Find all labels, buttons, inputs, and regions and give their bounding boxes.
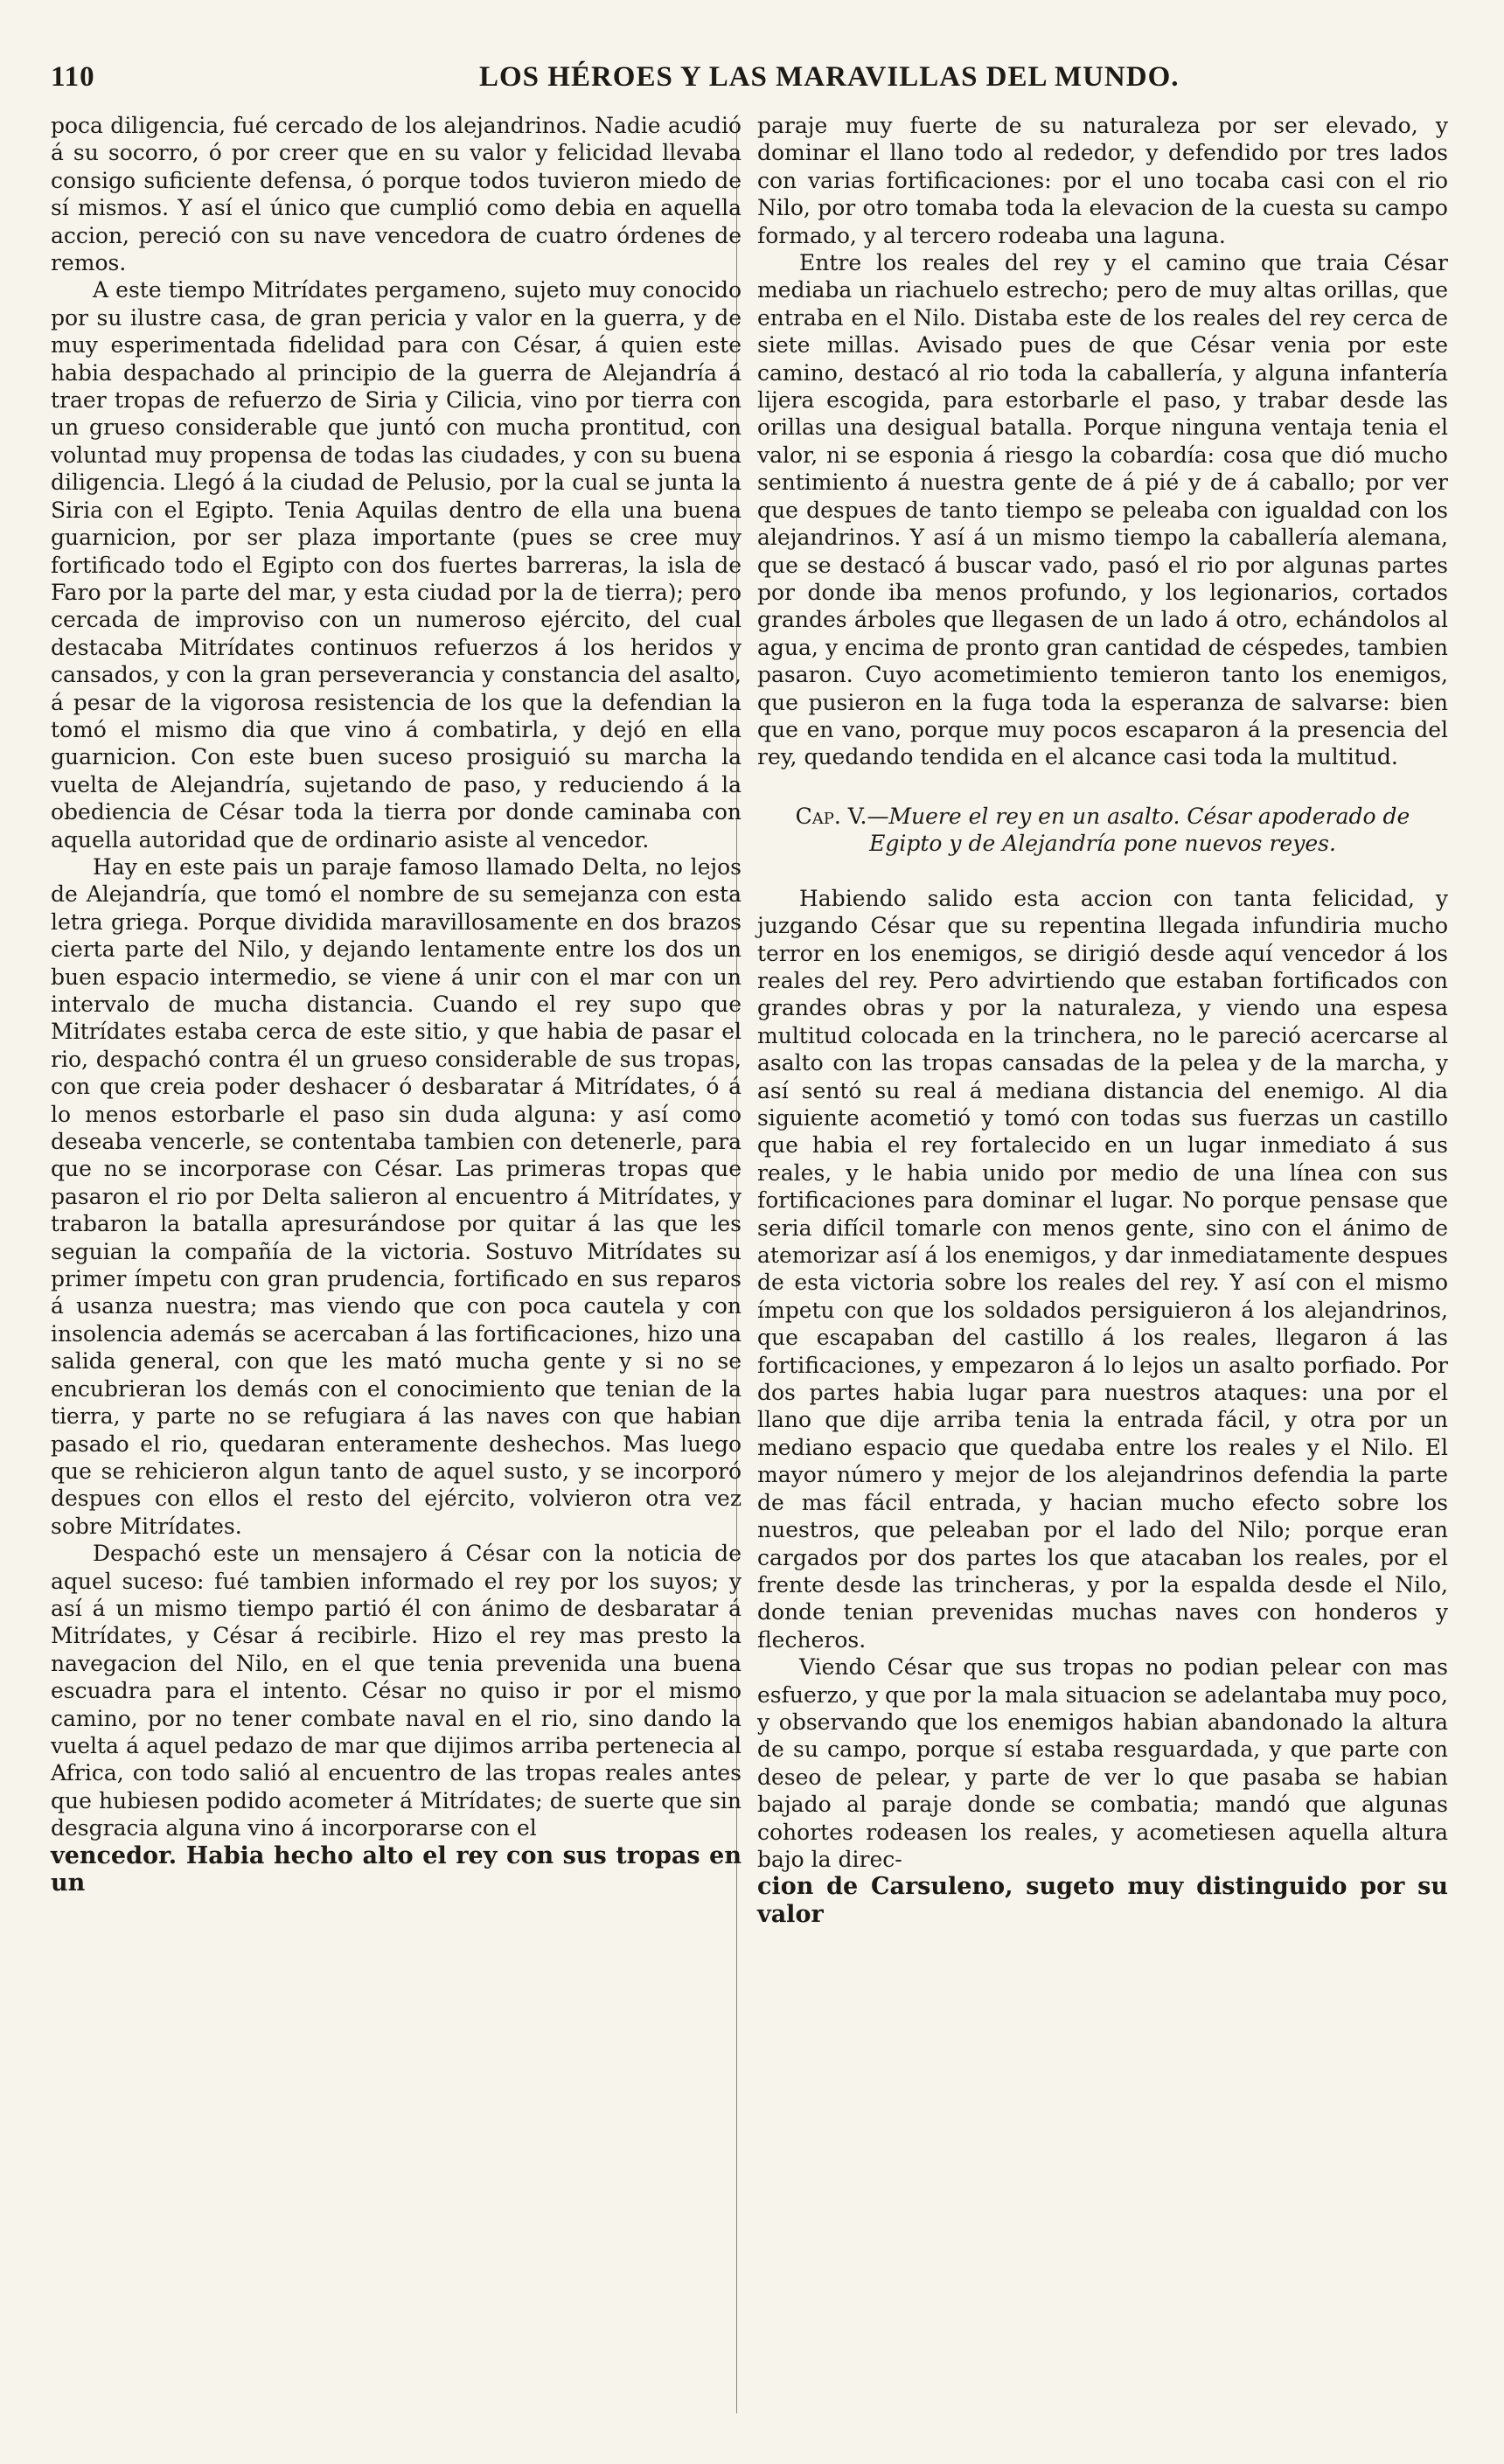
paragraph: Habiendo salido esta accion con tanta felicidad, y juzgando César que su repentina llegada infundiria mucho terror en los enemigos, se dirigió desde aquí vencedor á los reales del rey. Pero advirtiendo que estaban fortificados con grandes obras y por la naturaleza, y viendo una espesa multitud colocada en la trinchera, no le pareció acercarse al asalto con las tropas cansadas de la pelea y de la marcha, y así sentó su real á mediana distancia del enemigo. Al dia siguiente acometió y tomó con todas sus fuerzas un castillo que habia el rey fortalecido en un lugar inmediato á sus reales, y le habia unido por medio de una línea con sus fortificaciones para dominar el lugar. No porque pensase que seria difícil tomarle con menos gente, sino con el ánimo de atemorizar así á los enemigos, y dar inmediatamente despues de esta victoria sobre los reales del rey. Y así con el mismo ímpetu con que los soldados persiguieron á los alejandrinos, que escapaban del castillo á los reales, llegaron á las fortificaciones, y empezaron á lo lejos un asalto porfiado. Por dos partes habia lugar para nuestros ataques: una por el llano que dije arriba tenia la entrada fácil, y otra por un mediano espacio que quedaba entre los reales y el Nilo. El mayor número y mejor de los alejandrinos defendia la parte de mas fácil entrada, y hacian mucho efecto sobre los nuestros, que peleaban por el lado del Nilo; porque eran cargados por dos partes los que atacaban los reales, por el frente desde las trincheras, y por la espalda desde el Nilo, donde tenian prevenidas muchas naves con honderos y flecheros. (757, 885, 1448, 1653)
paragraph: A este tiempo Mitrídates pergameno, sujeto muy conocido por su ilustre casa, de gran pericia y valor en la guerra, y de muy esperimentada fidelidad para con César, á quien este habia despachado al principio de la guerra de Alejandría á traer tropas de refuerzo de Siria y Cilicia, vino por tierra con un grueso considerable que juntó con mucha prontitud, con voluntad muy propensa de todas las ciudades, y con su buena diligencia. Llegó á la ciudad de Pelusio, por la cual se junta la Siria con el Egipto. Tenia Aquilas dentro de ella una buena guarnicion, por ser plaza importante (pues se cree muy fortificado todo el Egipto con dos fuertes barreras, la isla de Faro por la parte del mar, y esta ciudad por la de tierra); pero cercada de improviso con un numeroso ejército, del cual destacaba Mitrídates continuos refuerzos á los heridos y cansados, y con la gran perseverancia y constancia del asalto, á pesar de la vigorosa resistencia de los que la defendian la tomó el mismo dia que vino á combatirla, y dejó en ella guarnicion. Con este buen suceso prosiguió su marcha la vuelta de Alejandría, sujetando de paso, y reduciendo á la obediencia de César toda la tierra por donde caminaba con aquella autoridad que de ordinario asiste al vencedor. (51, 277, 742, 853)
page-header (51, 61, 1450, 105)
paragraph-continued-line: vencedor. Habia hecho alto el rey con sus tropas en un (51, 1841, 742, 1897)
left-column (51, 112, 742, 1897)
chapter-label: Cap. V. (795, 803, 867, 829)
paragraph: Viendo César que sus tropas no podian pelear con mas esfuerzo, y que por la mala situacion se adelantaba muy poco, y observando que los enemigos habian abandonado la altura de su campo, porque sí estaba resguardada, y que parte con deseo de pelear, y parte de ver lo que pasaba se habian bajado al paraje donde se combatia; mandó que algunas cohortes rodeasen los reales, y acometiesen aquella altura bajo la direc- (757, 1654, 1448, 1872)
right-column (757, 112, 1448, 1928)
chapter-heading (757, 803, 1448, 857)
paragraph: Hay en este pais un paraje famoso llamado Delta, no lejos de Alejandría, que tomó el nombre de su semejanza con esta letra griega. Porque dividida maravillosamente en dos brazos cierta parte del Nilo, y dejando lentamente entre los dos un buen espacio intermedio, se viene á unir con el mar con un intervalo de mucha distancia. Cuando el rey supo que Mitrídates estaba cerca de este sitio, y que habia de pasar el rio, despachó contra él un grueso considerable de sus tropas, con que creia poder deshacer ó desbaratar á Mitrídates, ó á lo menos estorbarle el paso sin duda alguna: y así como deseaba vencerle, se contentaba tambien con detenerle, para que no se incorporase con César. Las primeras tropas que pasaron el rio por Delta salieron al encuentro á Mitrídates, y trabaron la batalla apresurándose por quitar á las que les seguian la compañía de la victoria. Sostuvo Mitrídates su primer ímpetu con gran prudencia, fortificado en sus reparos á usanza nuestra; mas viendo que con poca cautela y con insolencia además se acercaban á las fortificaciones, hizo una salida general, con que les mató mucha gente y si no se encubrieran los demás con el conocimiento que tenian de la tierra, y parte no se refugiara á las naves con que habian pasado el rio, quedaran enteramente deshechos. Mas luego que se rehicieron algun tanto de aquel susto, y se incorporó despues con ellos el resto del ejército, volvieron otra vez sobre Mitrídates. (51, 853, 742, 1539)
paragraph: Entre los reales del rey y el camino que traia César mediaba un riachuelo estrecho; pero de muy altas orillas, que entraba en el Nilo. Distaba este de los reales del rey cerca de siete millas. Avisado pues de que César venia por este camino, destacó al rio toda la caballería, y alguna infantería lijera escogida, para estorbarle el paso, y trabar desde las orillas una desigual batalla. Porque ninguna ventaja tenia el valor, ni se esponia á riesgo la cobardía: cosa que dió mucho sentimiento á nuestra gente de á pié y de á caballo; por ver que despues de tanto tiempo se peleaba con igualdad con los alejandrinos. Y así á un mismo tiempo la caballería alemana, que se destacó á buscar vado, pasó el rio por algunas partes por donde iba menos profundo, y los legionarios, cortados grandes árboles que llegasen de un lado á otro, echándolos al agua, y encima de pronto gran cantidad de céspedes, tambien pasaron. Cuyo acometimiento temieron tanto los enemigos, que pusieron en la fuga toda la esperanza de salvarse: bien que en vano, porque muy pocos escaparon á la presencia del rey, quedando tendida en el alcance casi toda la multitud. (757, 250, 1448, 770)
page-number: 110 (51, 61, 95, 93)
chapter-title: —Muere el rey en un asalto. César apoderado de Egipto y de Alejandría pone nuevos reyes. (867, 803, 1410, 856)
paragraph: paraje muy fuerte de su naturaleza por ser elevado, y dominar el llano todo al rededor, y defendido por tres lados con varias fortificaciones: por el uno tocaba casi con el rio Nilo, por otro tomaba toda la elevacion de la cuesta su campo formado, y al tercero rodeaba una laguna. (757, 113, 1448, 248)
running-title: LOS HÉROES Y LAS MARAVILLAS DEL MUNDO. (479, 61, 1180, 93)
paragraph: poca diligencia, fué cercado de los alejandrinos. Nadie acudió á su socorro, ó por creer que en su valor y felicidad llevaba consigo suficiente defensa, ó porque todos tuvieron miedo de sí mismos. Y así el único que cumplió como debia en aquella accion, pereció con su nave vencedora de cuatro órdenes de remos. (51, 113, 742, 276)
paragraph: Despachó este un mensajero á César con la noticia de aquel suceso: fué tambien informado el rey por los suyos; y así á un mismo tiempo partió él con ánimo de desbaratar á Mitrídates, y César á recibirle. Hizo el rey mas presto la navegacion del Nilo, en el que tenia prevenida una buena escuadra para el intento. César no quiso ir por el mismo camino, por no tener combate naval en el rio, sino dando la vuelta á aquel pedazo de mar que dijimos arriba pertenecia al Africa, con todo salió al encuentro de las tropas reales antes que hubiesen podido acometer á Mitrídates; de suerte que sin desgracia alguna vino á incorporarse con el (51, 1541, 742, 1841)
paragraph-continued-line: cion de Carsuleno, sugeto muy distinguido por su valor (757, 1873, 1448, 1928)
